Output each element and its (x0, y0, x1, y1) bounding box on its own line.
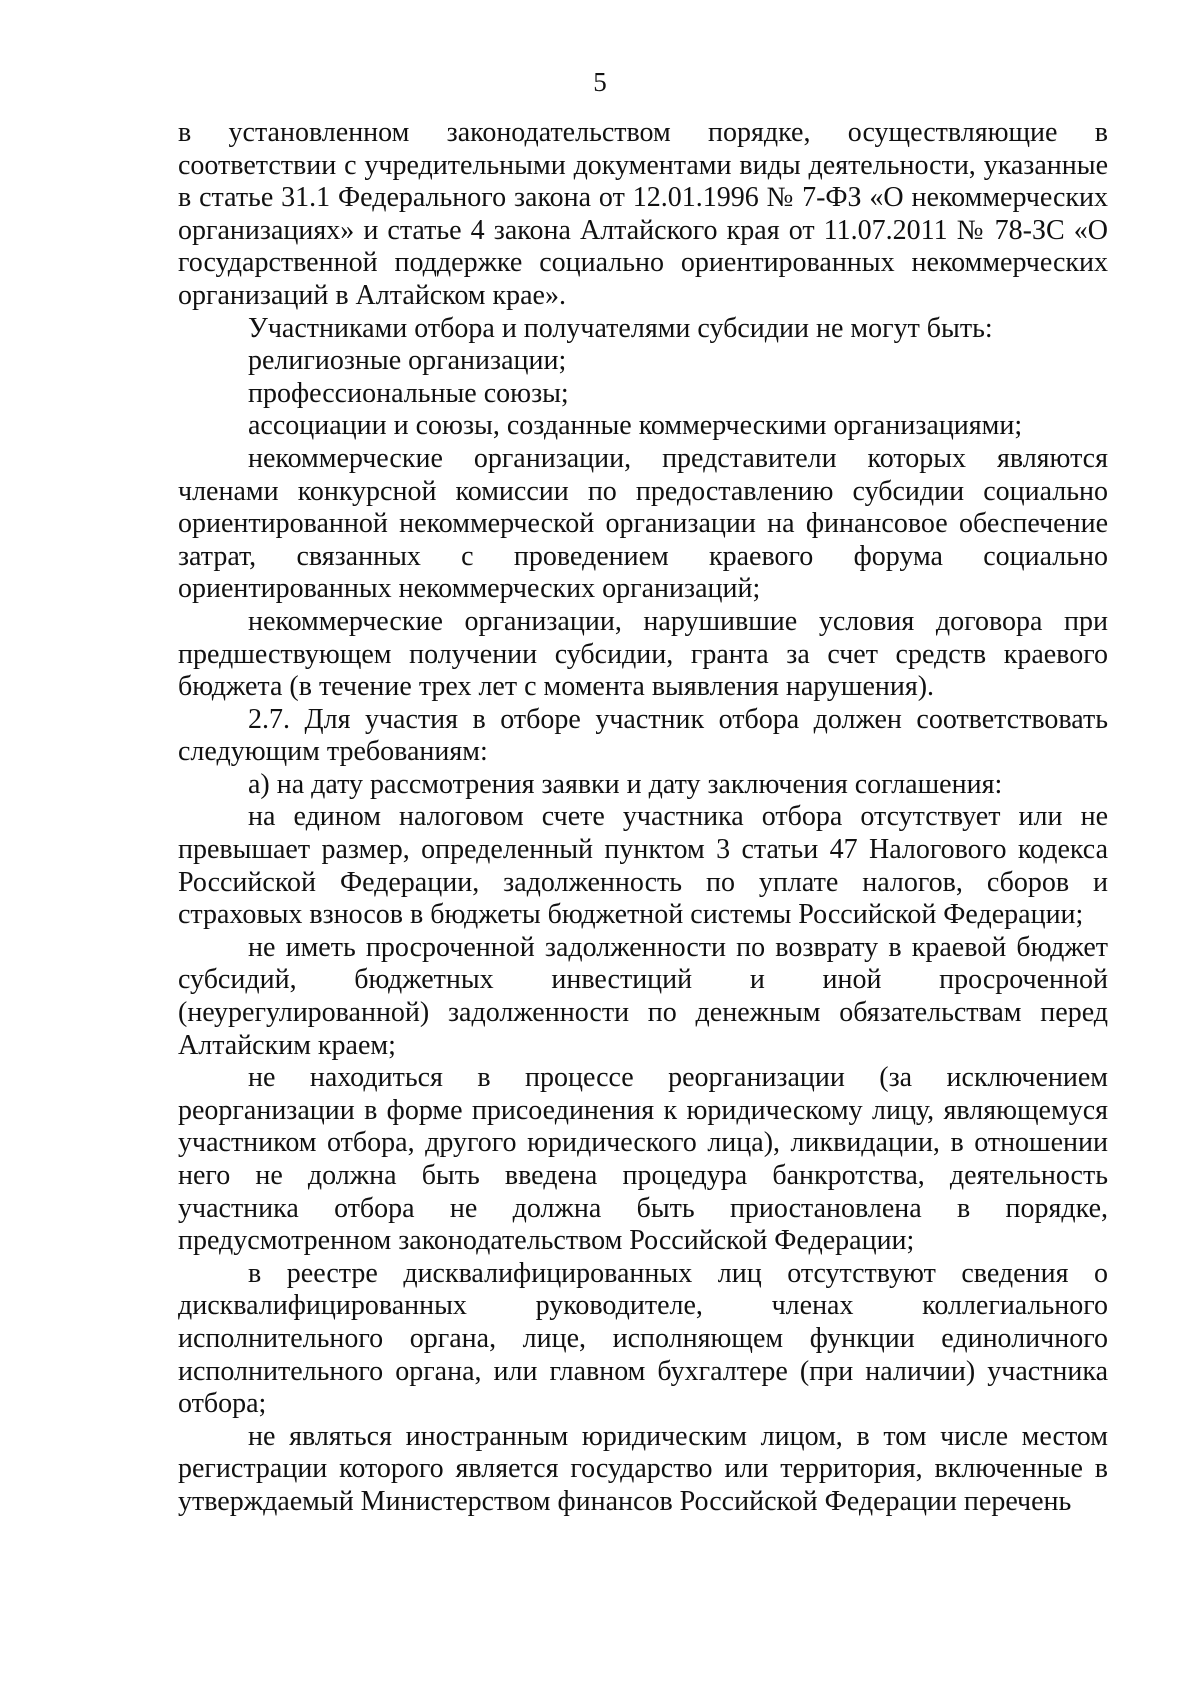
list-item-unions: профессиональные союзы; (248, 377, 569, 409)
requirement-no-reorganization: не находиться в процессе реорганизации (за исключением реорганизации в форме присоединения к юридическому лицу, являющемуся участником отбора, другого юридического лица), ликвидации, в отношении него не должна быть введена процедура банкротства, деятельность участника отбора не должна быть приостановлена в порядке, предусмотренном законодательством Российской Федерации; (178, 1062, 1108, 1257)
list-item-commission-members: некоммерческие организации, представители которых являются членами конкурсной комиссии по предоставлению субсидии социально ориентированной некоммерческой организации на финансовое обеспечение затрат, связанных с проведением краевого форума социально ориентированных некоммерческих организаций; (178, 442, 1108, 605)
document-body (178, 117, 1108, 1519)
list-item-associations: ассоциации и союзы, созданные коммерческими организациями; (248, 410, 1023, 442)
paragraph-eligible-organizations: в установленном законодательством порядке, осуществляющие в соответствии с учредительными документами виды деятельности, указанные в статье 31.1 Федерального закона от 12.01.1996 № 7-ФЗ «О некоммерческих организациях» и статье 4 закона Алтайского края от 11.07.2011 № 78-ЗС «О государственной поддержке социально ориентированных некоммерческих организаций в Алтайском крае». (178, 117, 1108, 311)
requirement-tax-debt: на едином налоговом счете участника отбора отсутствует или не превышает размер, определенный пунктом 3 статьи 47 Налогового кодекса Российской Федерации, задолженность по уплате налогов, сборов и страховых взносов в бюджеты бюджетной системы Российской Федерации; (178, 801, 1108, 931)
paragraph-exclusions-intro: Участниками отбора и получателями субсидии не могут быть: (248, 312, 993, 344)
requirement-not-foreign: не являться иностранным юридическим лицом, в том числе местом регистрации которого является государство или территория, включенные в утверждаемый Министерством финансов Российской Федерации перечень (178, 1420, 1108, 1517)
requirement-no-overdue-debt: не иметь просроченной задолженности по возврату в краевой бюджет субсидий, бюджетных инвестиций и иной просроченной (неурегулированной) задолженности по денежным обязательствам перед Алтайским краем; (178, 931, 1108, 1061)
requirement-no-disqualified: в реестре дисквалифицированных лиц отсутствуют сведения о дисквалифицированных руководителе, членах коллегиального исполнительного органа, лице, исполняющем функции единоличного исполнительного органа, или главном бухгалтере (при наличии) участника отбора; (178, 1257, 1108, 1420)
page-number: 5 (593, 67, 607, 97)
list-item-religious: религиозные организации; (248, 345, 567, 377)
paragraph-subsection-a: а) на дату рассмотрения заявки и дату заключения соглашения: (248, 768, 1003, 800)
paragraph-section-2-7: 2.7. Для участия в отборе участник отбора должен соответствовать следующим требованиям: (178, 703, 1108, 768)
list-item-violators: некоммерческие организации, нарушившие условия договора при предшествующем получении субсидии, гранта за счет средств краевого бюджета (в течение трех лет с момента выявления нарушения). (178, 605, 1108, 703)
